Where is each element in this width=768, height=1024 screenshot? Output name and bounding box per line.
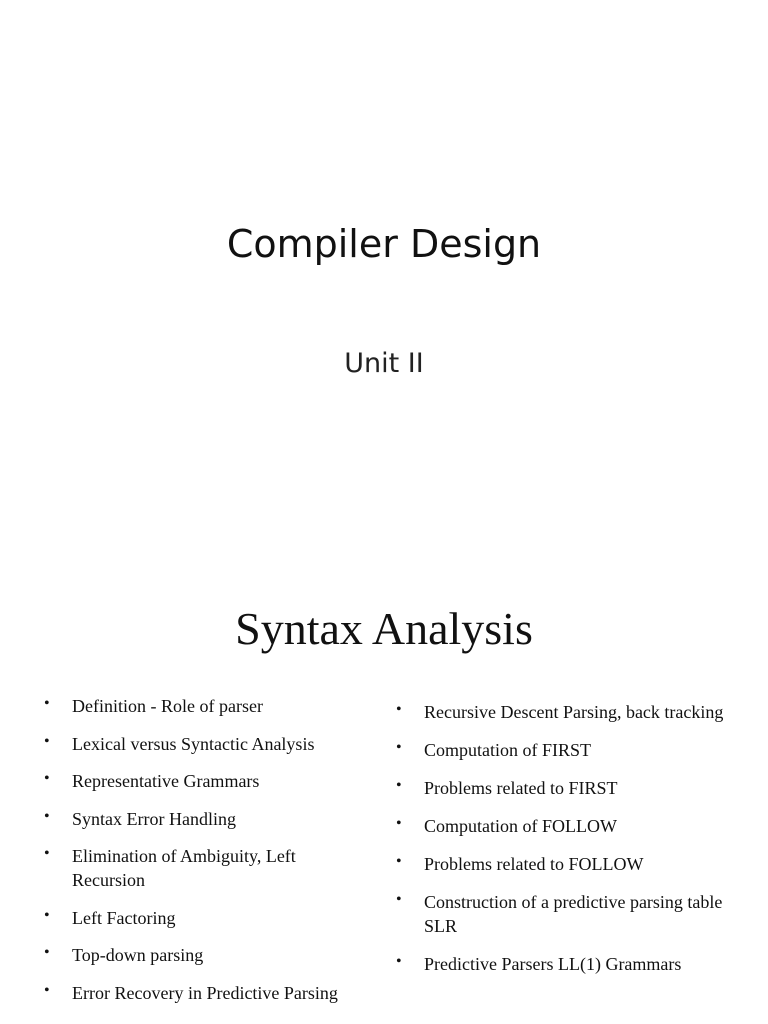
topic-item [40, 732, 370, 756]
topic-text: Construction of a predictive parsing table SLR [424, 892, 723, 936]
topic-text: Problems related to FOLLOW [424, 854, 644, 874]
bullet-icon: • [396, 853, 402, 870]
bullet-icon: • [396, 815, 402, 832]
bullet-icon: • [44, 732, 50, 750]
bullet-icon: • [44, 981, 50, 999]
topic-text: Syntax Error Handling [72, 808, 236, 829]
topic-item [40, 694, 370, 718]
bullet-icon: • [396, 739, 402, 756]
topic-item [40, 943, 370, 967]
bullet-icon: • [44, 845, 50, 862]
topic-item [392, 814, 732, 838]
topic-text: Left Factoring [72, 907, 176, 928]
bullet-icon: • [396, 891, 402, 908]
bullet-icon: • [44, 944, 50, 961]
bullet-icon: • [44, 906, 50, 924]
topic-item [392, 738, 732, 762]
topic-text: Predictive Parsers LL(1) Grammars [424, 954, 682, 974]
topic-text: Computation of FIRST [424, 740, 592, 760]
topic-item [40, 769, 370, 793]
topic-text: Error Recovery in Predictive Parsing [72, 982, 338, 1003]
deck-title: Compiler Design [226, 222, 542, 266]
bullet-icon: • [396, 953, 402, 970]
topic-item [40, 981, 370, 1005]
deck-subtitle: Unit II [344, 348, 424, 379]
bullet-icon: • [44, 695, 50, 712]
content-slide [0, 576, 768, 1024]
topic-item [392, 952, 732, 976]
bullet-icon: • [396, 701, 402, 718]
section-title: Syntax Analysis [235, 603, 533, 654]
bullet-icon: • [44, 807, 50, 825]
topic-text: Recursive Descent Parsing, back tracking [424, 702, 724, 722]
left-topic-list [40, 694, 370, 1018]
topic-text: Elimination of Ambiguity, Left Recursion [72, 846, 296, 890]
right-topic-list [392, 700, 732, 990]
topic-text: Lexical versus Syntactic Analysis [72, 733, 315, 754]
bullet-icon: • [44, 770, 50, 787]
topic-text: Problems related to FIRST [424, 778, 618, 798]
topic-item [40, 906, 370, 930]
topic-item [392, 700, 732, 724]
topic-text: Definition - Role of parser [72, 696, 263, 716]
topic-item [392, 776, 732, 800]
topic-item [392, 852, 732, 876]
topic-text: Representative Grammars [72, 771, 260, 791]
topic-item [40, 844, 370, 892]
bullet-icon: • [396, 777, 402, 794]
topic-item [40, 807, 370, 831]
topic-text: Computation of FOLLOW [424, 816, 617, 836]
topic-text: Top-down parsing [72, 945, 204, 965]
topic-item [392, 890, 732, 938]
